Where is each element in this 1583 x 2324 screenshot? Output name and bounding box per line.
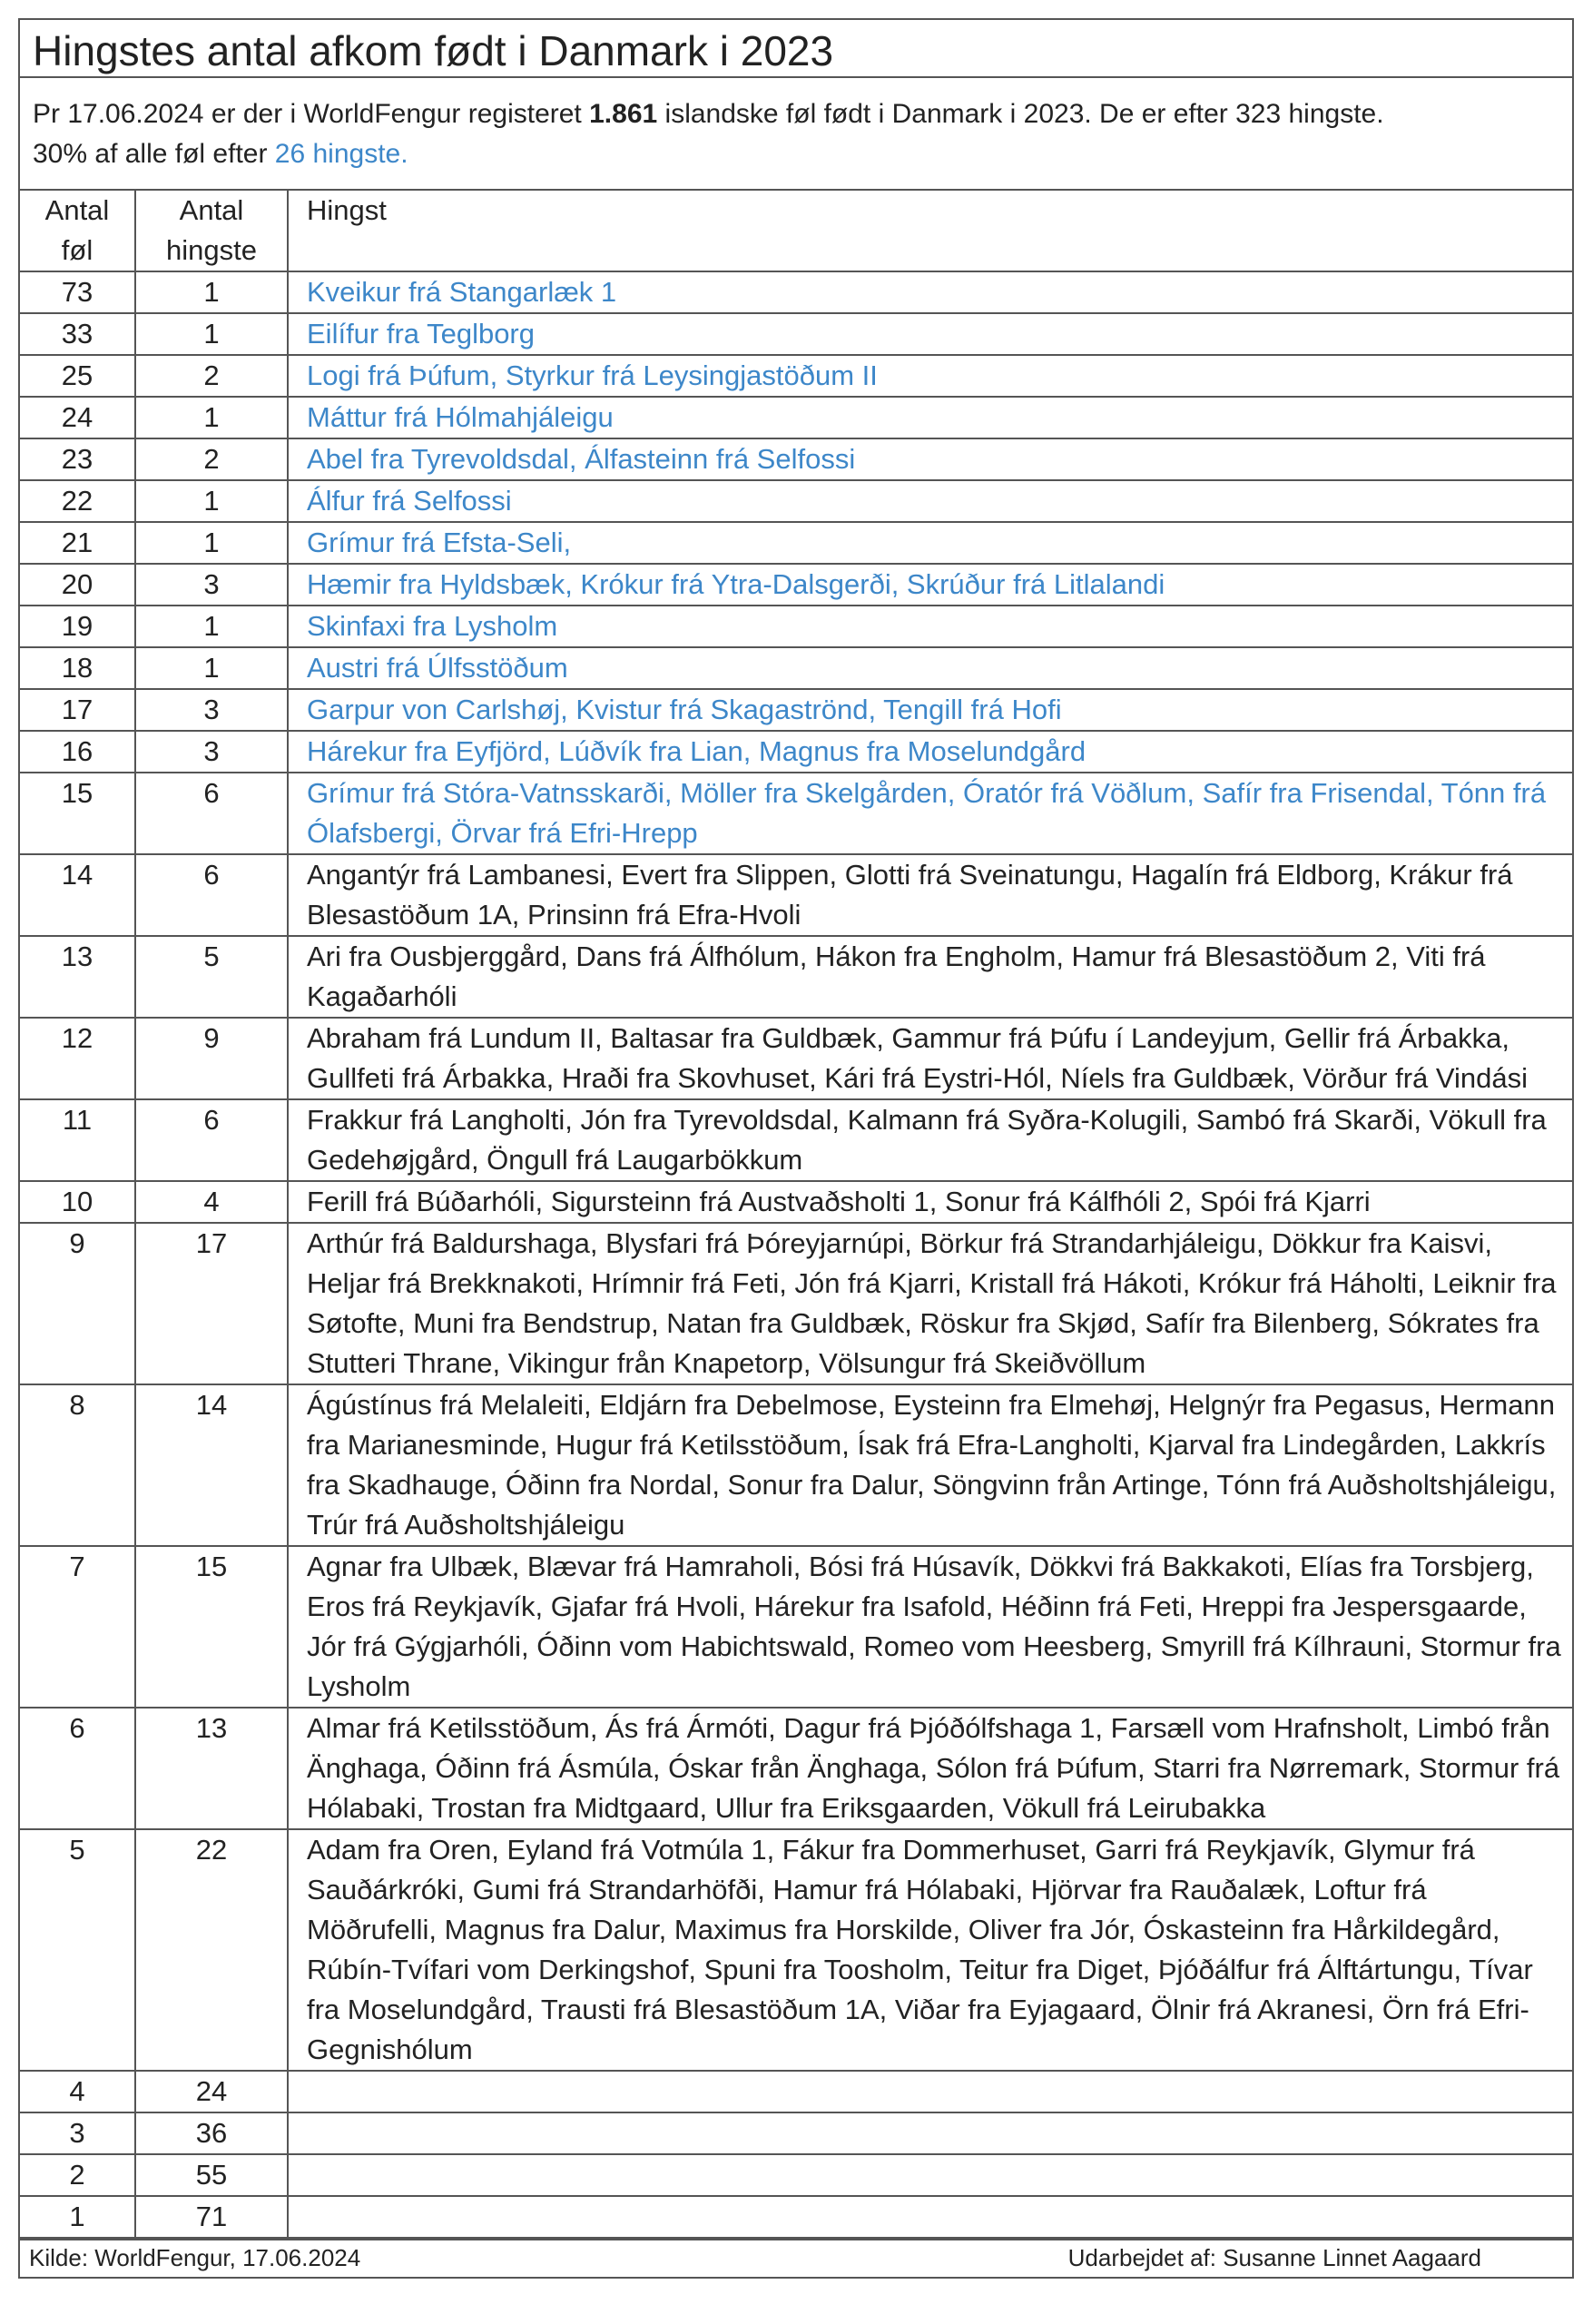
cell-antal-hingste: 24 bbox=[135, 2071, 288, 2112]
cell-antal-hingste: 1 bbox=[135, 647, 288, 689]
table-row bbox=[20, 355, 1572, 397]
table-row bbox=[20, 564, 1572, 606]
cell-hingst-names: Garpur von Carlshøj, Kvistur frá Skagaströnd, Tengill frá Hofi bbox=[288, 689, 1572, 731]
page-title: Hingstes antal afkom født i Danmark i 2023 bbox=[20, 20, 1572, 78]
header-antal-fol: Antal føl bbox=[20, 191, 135, 271]
header-hingst: Hingst bbox=[288, 191, 1572, 271]
table-header-row bbox=[20, 191, 1572, 271]
table-row bbox=[20, 936, 1572, 1018]
cell-hingst-names: Abel fra Tyrevoldsdal, Álfasteinn frá Selfossi bbox=[288, 438, 1572, 480]
cell-hingst-names: Almar frá Ketilsstöðum, Ás frá Ármóti, Dagur frá Þjóðólfshaga 1, Farsæll vom Hrafnsholt, Limbó från Änghaga, Óðinn frá Ásmúla, Óskar från Änghaga, Sólon frá Þúfum, Starri fra Nørremark, Stormur frá Hólabaki, Trostan fra Midtgaard, Ullur fra Eriksgaarden, Vökull frá Leirubakka bbox=[288, 1708, 1572, 1829]
cell-hingst-names: Grímur frá Efsta-Seli, bbox=[288, 522, 1572, 564]
table-row bbox=[20, 1018, 1572, 1099]
table-row bbox=[20, 271, 1572, 313]
table-row bbox=[20, 397, 1572, 438]
table-row bbox=[20, 1829, 1572, 2071]
cell-antal-fol: 21 bbox=[20, 522, 135, 564]
cell-hingst-names bbox=[288, 2071, 1572, 2112]
intro-line-1 bbox=[33, 94, 1559, 134]
table-row bbox=[20, 438, 1572, 480]
cell-hingst-names: Ari fra Ousbjerggård, Dans frá Álfhólum, Hákon fra Engholm, Hamur frá Blesastöðum 2, Viti frá Kagaðarhóli bbox=[288, 936, 1572, 1018]
table-row bbox=[20, 647, 1572, 689]
table-row bbox=[20, 1223, 1572, 1384]
cell-antal-hingste: 22 bbox=[135, 1829, 288, 2071]
cell-antal-fol: 23 bbox=[20, 438, 135, 480]
cell-antal-hingste: 55 bbox=[135, 2154, 288, 2196]
cell-antal-fol: 24 bbox=[20, 397, 135, 438]
cell-hingst-names: Arthúr frá Baldurshaga, Blysfari frá Þóreyjarnúpi, Börkur frá Strandarhjáleigu, Dökkur fra Kaisvi, Heljar frá Brekknakoti, Hrímnir frá Feti, Jón frá Kjarri, Kristall frá Hákoti, Krókur frá Háholti, Leiknir fra Søtofte, Muni fra Bendstrup, Natan fra Guldbæk, Röskur fra Skjød, Safír fra Bilenberg, Sókrates fra Stutteri Thrane, Vikingur från Knapetorp, Völsungur frá Skeiðvöllum bbox=[288, 1223, 1572, 1384]
cell-antal-fol: 2 bbox=[20, 2154, 135, 2196]
cell-antal-fol: 11 bbox=[20, 1099, 135, 1181]
stallion-highlight-text: 26 hingste. bbox=[274, 139, 408, 169]
cell-antal-fol: 17 bbox=[20, 689, 135, 731]
cell-hingst-names: Hæmir fra Hyldsbæk, Krókur frá Ytra-Dalsgerði, Skrúður frá Litlalandi bbox=[288, 564, 1572, 606]
table-row bbox=[20, 854, 1572, 936]
cell-antal-fol: 4 bbox=[20, 2071, 135, 2112]
header-antal-hingste: Antal hingste bbox=[135, 191, 288, 271]
footer-author: Udarbejdet af: Susanne Linnet Aagaard bbox=[1067, 2244, 1481, 2271]
cell-antal-hingste: 36 bbox=[135, 2112, 288, 2154]
cell-hingst-names: Hárekur fra Eyfjörd, Lúðvík fra Lian, Magnus fra Moselundgård bbox=[288, 731, 1572, 773]
cell-antal-fol: 13 bbox=[20, 936, 135, 1018]
cell-antal-fol: 14 bbox=[20, 854, 135, 936]
table-row bbox=[20, 2112, 1572, 2154]
cell-hingst-names bbox=[288, 2196, 1572, 2238]
table-row bbox=[20, 773, 1572, 854]
cell-antal-fol: 1 bbox=[20, 2196, 135, 2238]
cell-antal-fol: 3 bbox=[20, 2112, 135, 2154]
cell-antal-hingste: 71 bbox=[135, 2196, 288, 2238]
cell-antal-fol: 12 bbox=[20, 1018, 135, 1099]
footer-source: Kilde: WorldFengur, 17.06.2024 bbox=[29, 2244, 361, 2271]
footer bbox=[20, 2239, 1572, 2277]
cell-antal-hingste: 6 bbox=[135, 854, 288, 936]
cell-hingst-names: Álfur frá Selfossi bbox=[288, 480, 1572, 522]
cell-hingst-names: Máttur frá Hólmahjáleigu bbox=[288, 397, 1572, 438]
cell-antal-fol: 18 bbox=[20, 647, 135, 689]
table-row bbox=[20, 606, 1572, 647]
intro-text: islandske føl født i Danmark i 2023. De er efter 323 hingste. bbox=[657, 99, 1384, 129]
cell-antal-hingste: 1 bbox=[135, 522, 288, 564]
table-row bbox=[20, 1099, 1572, 1181]
cell-antal-hingste: 3 bbox=[135, 731, 288, 773]
cell-hingst-names: Angantýr frá Lambanesi, Evert fra Slippen, Glotti frá Sveinatungu, Hagalín frá Eldborg, Krákur frá Blesastöðum 1A, Prinsinn frá Efra-Hvoli bbox=[288, 854, 1572, 936]
cell-antal-hingste: 5 bbox=[135, 936, 288, 1018]
cell-hingst-names: Kveikur frá Stangarlæk 1 bbox=[288, 271, 1572, 313]
cell-antal-hingste: 13 bbox=[135, 1708, 288, 1829]
table-row bbox=[20, 1181, 1572, 1223]
table-row bbox=[20, 313, 1572, 355]
table-row bbox=[20, 2071, 1572, 2112]
stallion-table bbox=[20, 191, 1572, 2239]
cell-antal-hingste: 17 bbox=[135, 1223, 288, 1384]
cell-antal-hingste: 15 bbox=[135, 1546, 288, 1708]
table-row bbox=[20, 522, 1572, 564]
cell-antal-fol: 6 bbox=[20, 1708, 135, 1829]
cell-antal-fol: 19 bbox=[20, 606, 135, 647]
cell-antal-fol: 73 bbox=[20, 271, 135, 313]
cell-hingst-names: Grímur frá Stóra-Vatnsskarði, Möller fra Skelgården, Óratór frá Vöðlum, Safír fra Frisendal, Tónn frá Ólafsbergi, Örvar frá Efri-Hrepp bbox=[288, 773, 1572, 854]
cell-antal-hingste: 2 bbox=[135, 438, 288, 480]
cell-hingst-names: Ágústínus frá Melaleiti, Eldjárn fra Debelmose, Eysteinn fra Elmehøj, Helgnýr fra Pegasus, Hermann fra Marianesminde, Hugur frá Ketilsstöðum, Ísak frá Efra-Langholti, Kjarval fra Lindegården, Lakkrís fra Skadhauge, Óðinn fra Nordal, Sonur fra Dalur, Söngvinn från Artinge, Tónn frá Auðsholtshjáleigu, Trúr frá Auðsholtshjáleigu bbox=[288, 1384, 1572, 1546]
foal-count: 1.861 bbox=[589, 99, 658, 129]
cell-antal-hingste: 9 bbox=[135, 1018, 288, 1099]
cell-antal-hingste: 3 bbox=[135, 564, 288, 606]
table-row bbox=[20, 2196, 1572, 2238]
cell-hingst-names bbox=[288, 2154, 1572, 2196]
cell-antal-hingste: 2 bbox=[135, 355, 288, 397]
intro-text: 30% af alle føl efter bbox=[33, 139, 275, 169]
cell-antal-fol: 16 bbox=[20, 731, 135, 773]
cell-antal-hingste: 1 bbox=[135, 313, 288, 355]
cell-hingst-names: Adam fra Oren, Eyland frá Votmúla 1, Fákur fra Dommerhuset, Garri frá Reykjavík, Glymur frá Sauðárkróki, Gumi frá Strandarhöfði, Hamur frá Hólabaki, Hjörvar fra Rauðalæk, Loftur frá Möðrufelli, Magnus fra Dalur, Maximus fra Horskilde, Oliver fra Jór, Óskasteinn fra Hårkildegård, Rúbín-Tvífari vom Derkingshof, Spuni fra Toosholm, Teitur fra Diget, Þjóðálfur frá Álftártungu, Tívar fra Moselundgård, Trausti frá Blesastöðum 1A, Viðar fra Eyjagaard, Ölnir frá Akranesi, Örn frá Efri-Gegnishólum bbox=[288, 1829, 1572, 2071]
intro-line-2 bbox=[33, 134, 1559, 174]
cell-antal-fol: 33 bbox=[20, 313, 135, 355]
cell-hingst-names: Abraham frá Lundum II, Baltasar fra Guldbæk, Gammur frá Þúfu í Landeyjum, Gellir frá Árbakka, Gullfeti frá Árbakka, Hraði fra Skovhuset, Kári frá Eystri-Hól, Níels fra Guldbæk, Vörður frá Vindási bbox=[288, 1018, 1572, 1099]
table-row bbox=[20, 689, 1572, 731]
cell-antal-hingste: 1 bbox=[135, 271, 288, 313]
cell-antal-hingste: 3 bbox=[135, 689, 288, 731]
cell-antal-fol: 15 bbox=[20, 773, 135, 854]
cell-antal-hingste: 6 bbox=[135, 1099, 288, 1181]
cell-hingst-names: Austri frá Úlfsstöðum bbox=[288, 647, 1572, 689]
cell-hingst-names: Agnar fra Ulbæk, Blævar frá Hamraholi, Bósi frá Húsavík, Dökkvi frá Bakkakoti, Elías fra Torsbjerg, Eros frá Reykjavík, Gjafar frá Hvoli, Hárekur fra Isafold, Héðinn frá Feti, Hreppi fra Jespersgaarde, Jór frá Gýgjarhóli, Óðinn vom Habichtswald, Romeo vom Heesberg, Smyrill frá Kílhrauni, Stormur fra Lysholm bbox=[288, 1546, 1572, 1708]
cell-hingst-names: Frakkur frá Langholti, Jón fra Tyrevoldsdal, Kalmann frá Syðra-Kolugili, Sambó frá Skarði, Vökull fra Gedehøjgård, Öngull frá Laugarbökkum bbox=[288, 1099, 1572, 1181]
cell-antal-fol: 9 bbox=[20, 1223, 135, 1384]
cell-hingst-names: Eilífur fra Teglborg bbox=[288, 313, 1572, 355]
intro-text: Pr 17.06.2024 er der i WorldFengur registeret bbox=[33, 99, 590, 129]
table-row bbox=[20, 1708, 1572, 1829]
cell-hingst-names: Logi frá Þúfum, Styrkur frá Leysingjastöðum II bbox=[288, 355, 1572, 397]
table-row bbox=[20, 1384, 1572, 1546]
cell-antal-hingste: 4 bbox=[135, 1181, 288, 1223]
cell-hingst-names bbox=[288, 2112, 1572, 2154]
cell-hingst-names: Skinfaxi fra Lysholm bbox=[288, 606, 1572, 647]
cell-antal-fol: 8 bbox=[20, 1384, 135, 1546]
cell-antal-fol: 10 bbox=[20, 1181, 135, 1223]
table-row bbox=[20, 2154, 1572, 2196]
cell-antal-hingste: 1 bbox=[135, 397, 288, 438]
table-row bbox=[20, 480, 1572, 522]
document bbox=[18, 18, 1574, 2279]
table-row bbox=[20, 1546, 1572, 1708]
cell-antal-fol: 20 bbox=[20, 564, 135, 606]
cell-antal-hingste: 14 bbox=[135, 1384, 288, 1546]
cell-antal-fol: 7 bbox=[20, 1546, 135, 1708]
intro-paragraph bbox=[20, 78, 1572, 191]
cell-antal-hingste: 6 bbox=[135, 773, 288, 854]
cell-antal-hingste: 1 bbox=[135, 480, 288, 522]
cell-antal-fol: 5 bbox=[20, 1829, 135, 2071]
cell-hingst-names: Ferill frá Búðarhóli, Sigursteinn frá Austvaðsholti 1, Sonur frá Kálfhóli 2, Spói frá Kjarri bbox=[288, 1181, 1572, 1223]
cell-antal-hingste: 1 bbox=[135, 606, 288, 647]
table-row bbox=[20, 731, 1572, 773]
cell-antal-fol: 22 bbox=[20, 480, 135, 522]
cell-antal-fol: 25 bbox=[20, 355, 135, 397]
